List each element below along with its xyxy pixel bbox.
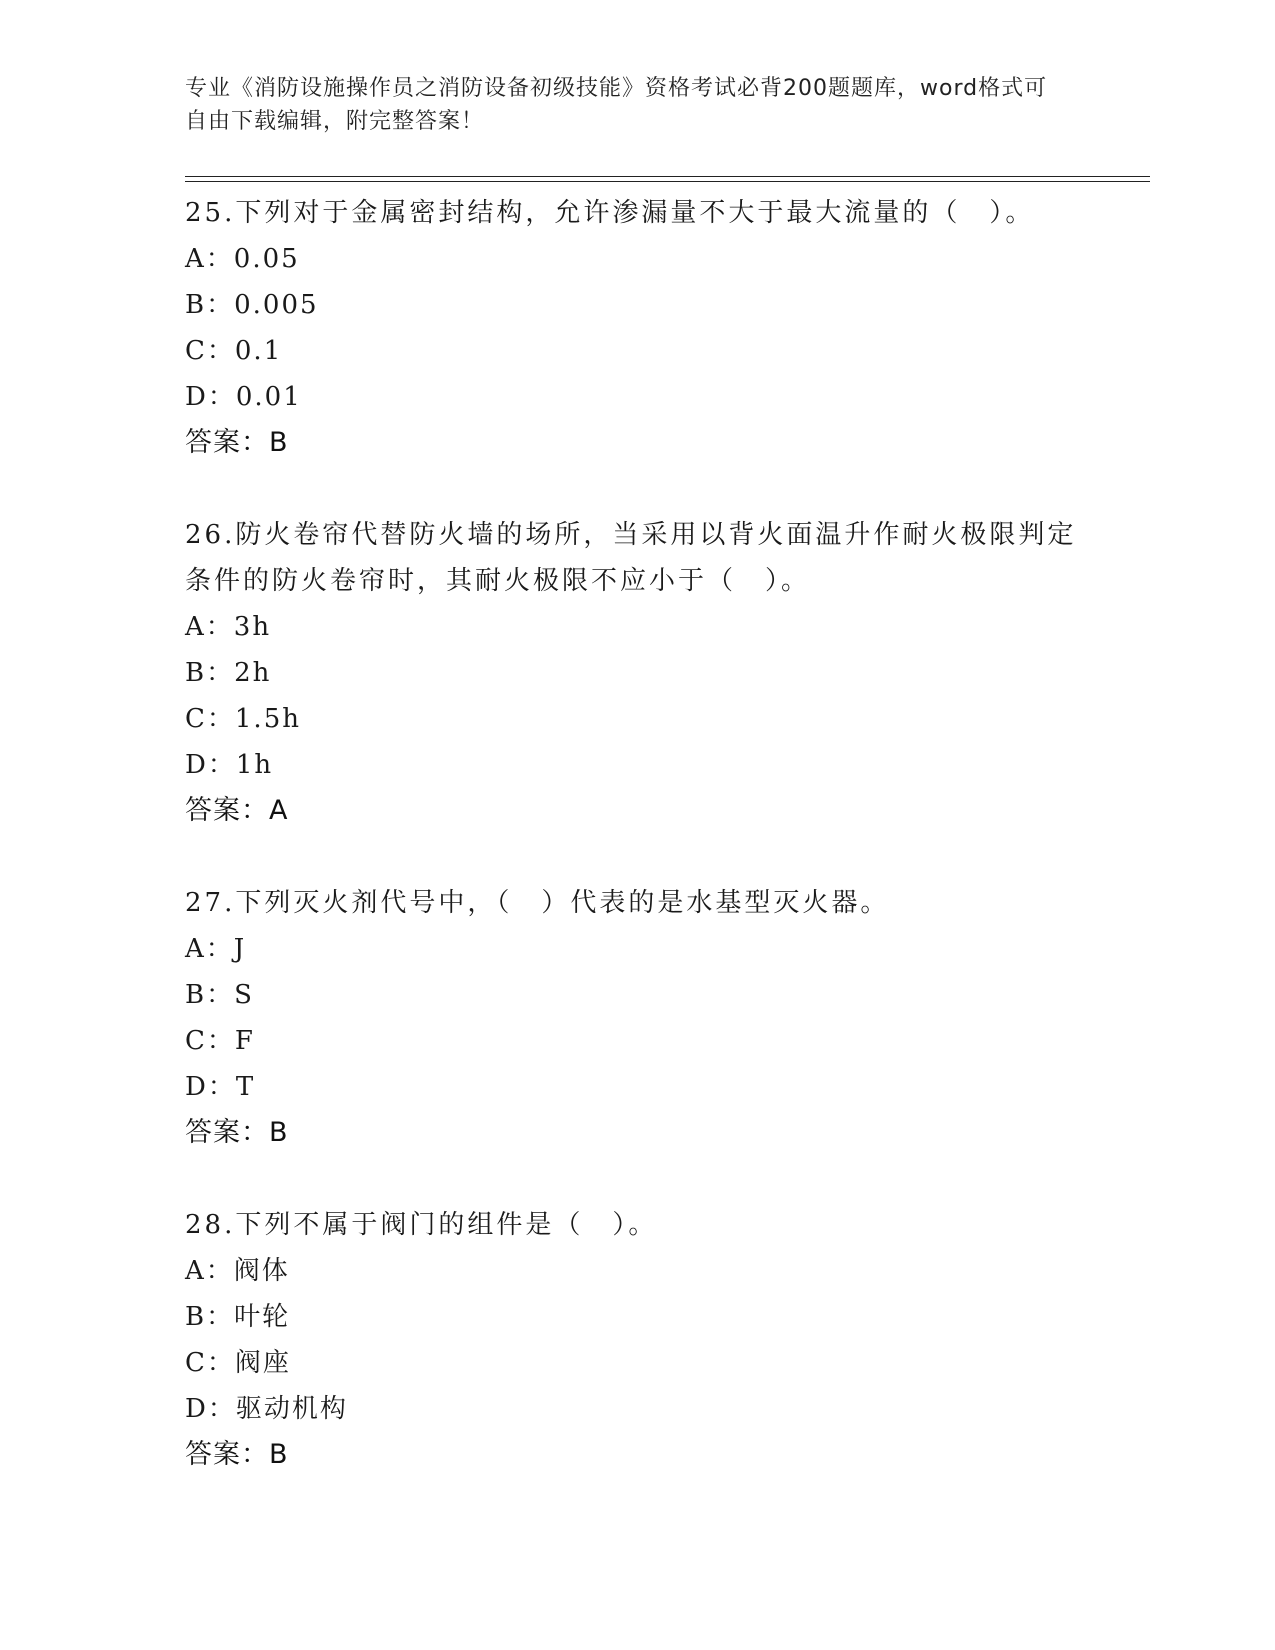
answer-label: 答案：B (185, 1439, 289, 1470)
option-c: C：1.5h (185, 704, 301, 734)
question-text: 27.下列灭火剂代号中，（ ）代表的是水基型灭火器。 (185, 888, 890, 918)
option-b: B：叶轮 (185, 1302, 291, 1332)
document-header: 专业《消防设施操作员之消防设备初级技能》资格考试必背200题题库，word格式可自由下载编辑，附完整答案！ (185, 76, 1048, 134)
option-d: D：驱动机构 (185, 1394, 348, 1424)
option-a: A：J (185, 934, 247, 964)
option-b: B：S (185, 980, 254, 1010)
option-d: D：T (185, 1072, 256, 1102)
question-list (185, 190, 1085, 1478)
question-text: 28.下列不属于阀门的组件是（ ）。 (185, 1210, 658, 1240)
option-a: A：3h (185, 612, 272, 642)
header-divider-bottom (185, 181, 1150, 182)
option-a: A：0.05 (185, 244, 300, 274)
option-c: C：F (185, 1026, 255, 1056)
question-27 (185, 880, 1085, 1156)
option-c: C：阀座 (185, 1348, 291, 1378)
option-c: C：0.1 (185, 336, 283, 366)
question-25 (185, 190, 1085, 466)
option-d: D：1h (185, 750, 274, 780)
option-b: B：2h (185, 658, 272, 688)
answer-label: 答案：B (185, 1117, 289, 1148)
answer-label: 答案：B (185, 427, 289, 458)
option-a: A：阀体 (185, 1256, 290, 1286)
answer-label: 答案：A (185, 795, 289, 826)
question-28 (185, 1202, 1085, 1478)
question-26 (185, 512, 1085, 834)
question-text: 25.下列对于金属密封结构，允许渗漏量不大于最大流量的（ ）。 (185, 198, 1035, 228)
option-d: D：0.01 (185, 382, 302, 412)
header-divider-top (185, 176, 1150, 177)
question-text: 26.防火卷帘代替防火墙的场所，当采用以背火面温升作耐火极限判定条件的防火卷帘时，其耐火极限不应小于（ ）。 (185, 520, 1077, 596)
option-b: B：0.005 (185, 290, 319, 320)
